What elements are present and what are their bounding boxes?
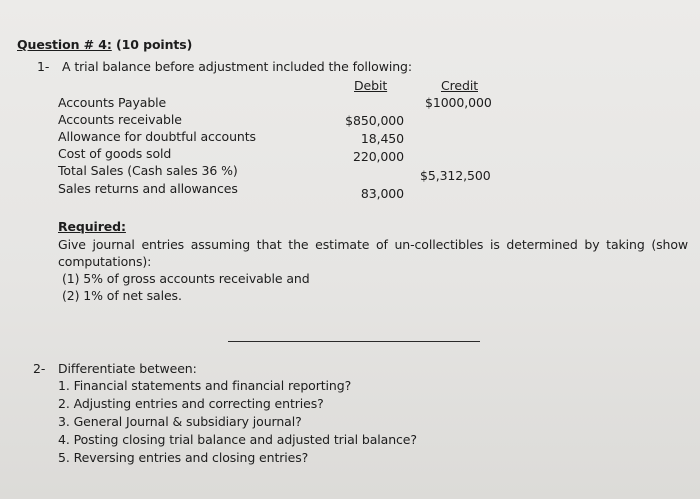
debit-value: $850,000: [345, 113, 404, 128]
list-item: 1. Financial statements and financial reporting?: [58, 378, 352, 393]
required-text: Give journal entries assuming that the estimate of un-collectibles is determined by taking (show computations):: [58, 237, 688, 269]
part1-number: 1-: [37, 59, 50, 74]
debit-value: 83,000: [360, 186, 404, 201]
account-name: Total Sales (Cash sales 36 %): [58, 163, 238, 178]
option-item: (2) 1% of net sales.: [62, 288, 182, 303]
list-item: 2. Adjusting entries and correcting entries?: [58, 396, 324, 411]
part2-number: 2-: [33, 361, 46, 376]
list-item: 3. General Journal & subsidiary journal?: [58, 414, 302, 429]
required-label: Required:: [58, 219, 126, 234]
part1-intro: A trial balance before adjustment included the following:: [62, 59, 412, 74]
credit-top-value: $1000,000: [425, 95, 492, 110]
account-name: Allowance for doubtful accounts: [58, 129, 256, 144]
account-name: Accounts receivable: [58, 112, 182, 127]
question-points: (10 points): [116, 37, 193, 52]
account-name: Accounts Payable: [58, 95, 167, 110]
credit-header: Credit: [441, 78, 478, 93]
debit-value: 18,450: [360, 131, 404, 146]
question-heading: [17, 37, 192, 52]
option-item: (1) 5% of gross accounts receivable and: [62, 271, 310, 286]
account-name: Cost of goods sold: [58, 146, 172, 161]
question-label: Question # 4:: [17, 37, 112, 52]
debit-header: Debit: [354, 78, 388, 93]
list-item: 5. Reversing entries and closing entries?: [58, 450, 309, 465]
account-name: Sales returns and allowances: [58, 181, 238, 196]
divider-line: [228, 341, 480, 342]
debit-value: 220,000: [353, 149, 404, 164]
list-item: 4. Posting closing trial balance and adjusted trial balance?: [58, 432, 417, 447]
part2-intro: Differentiate between:: [58, 361, 197, 376]
credit-value: $5,312,500: [420, 168, 491, 183]
